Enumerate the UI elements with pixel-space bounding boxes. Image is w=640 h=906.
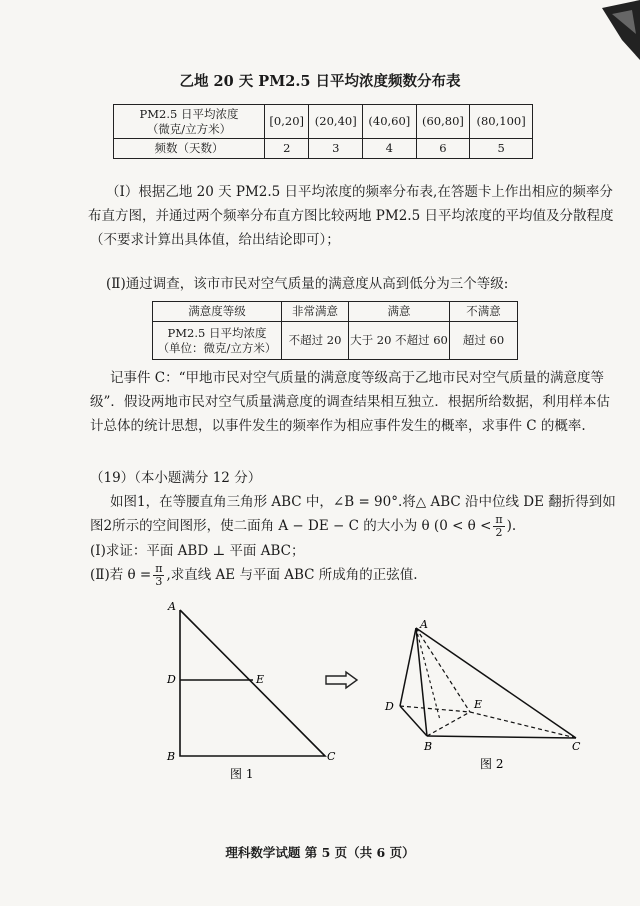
interval-cell: (40,60]: [363, 105, 417, 139]
edge-ab: [416, 628, 427, 736]
table2-row-header: PM2.5 日平均浓度 （单位：微克/立方米）: [153, 322, 282, 360]
table1-row1-header: PM2.5 日平均浓度 （微克/立方米）: [114, 105, 265, 139]
edge-bc: [427, 736, 576, 738]
edge-ec: [470, 712, 576, 738]
table2-header: 满意: [349, 302, 450, 322]
label-d: D: [167, 673, 176, 686]
count-cell: 2: [265, 139, 309, 159]
label-e: E: [474, 698, 483, 711]
figure2-caption: 图 2: [480, 757, 504, 771]
label-b: B: [167, 750, 176, 763]
label-c: C: [327, 750, 336, 763]
count-cell: 4: [363, 139, 417, 159]
interval-cell: (20,40]: [309, 105, 363, 139]
label-a: A: [168, 600, 176, 613]
q19-heading: （19）（本小题满分 12 分）: [90, 470, 262, 486]
event-text: 记事件 C：“甲地市民对空气质量的满意度等级高于乙地市民对空气质量的满意度等 级”．假设两地市民对空气质量满意度的调查结果相互独立．根据所给数据，利用样本估 计总体的统计思想，以事件发生的频率作为相应事件发生的概率，求事件 C 的概率.: [90, 370, 610, 434]
interval-cell: (80,100]: [470, 105, 533, 139]
count-cell: 3: [309, 139, 363, 159]
table2-cell: 不超过 20: [282, 322, 349, 360]
label-e: E: [256, 673, 265, 686]
table2-cell: 大于 20 不超过 60: [349, 322, 450, 360]
triangle-abc: [180, 610, 325, 756]
edge-ac: [416, 628, 576, 738]
interval-cell: [0,20]: [265, 105, 309, 139]
arrow-icon: [324, 670, 360, 690]
table2-header: 非常满意: [282, 302, 349, 322]
table2-header: 不满意: [450, 302, 518, 322]
fraction-pi-over-2: $\frac{\pi}{2}$: [495, 513, 503, 539]
frequency-table: [113, 104, 533, 159]
edge-be: [427, 712, 470, 736]
edge-ad: [400, 628, 416, 706]
label-a: A: [420, 618, 428, 631]
interval-cell: (60,80]: [416, 105, 470, 139]
edge-ae: [416, 628, 470, 712]
label-c: C: [572, 740, 581, 753]
figure-1: [150, 598, 350, 788]
page-footer: 理科数学试题 第 5 页（共 6 页）: [225, 845, 415, 860]
count-cell: 6: [416, 139, 470, 159]
satisfaction-table: [152, 301, 518, 360]
table1-title: 乙地 20 天 PM2.5 日平均浓度频数分布表: [179, 73, 461, 90]
edge-db: [400, 706, 427, 736]
figure1-caption: 图 1: [230, 767, 254, 781]
fraction-pi-over-3: $\frac{\pi}{3}$: [155, 562, 163, 588]
label-d: D: [385, 700, 394, 713]
table2-cell: 超过 60: [450, 322, 518, 360]
part1-text: （Ⅰ）根据乙地 20 天 PM2.5 日平均浓度的频率分布表,在答题卡上作出相应的频率分 布直方图，并通过两个频率分布直方图比较两地 PM2.5 日平均浓度的平均值及分散程度 （不要求计算出具体值，给出结论即可）；: [88, 184, 614, 248]
q19-body: 如图1，在等腰直角三角形 ABC 中，∠B = 90°.将△ ABC 沿中位线 DE 翻折得到如 图2所示的空间图形，使二面角 A − DE − C 的大小为 θ (0 < θ < $\frac{\pi}{2}$ ). (Ⅰ)求证：平面 ABD ⊥ 平面 ABC； (Ⅱ)若 θ = $\frac{\pi}{3}$ ,求直线 AE 与平面 ABC 所成角的正弦值.: [90, 494, 616, 588]
count-cell: 5: [470, 139, 533, 159]
table2-header: 满意度等级: [153, 302, 282, 322]
figure-2: [380, 610, 600, 780]
part2-intro: (Ⅱ)通过调查，该市市民对空气质量的满意度从高到低分为三个等级:: [106, 276, 509, 292]
label-b: B: [424, 740, 433, 753]
edge-de: [400, 706, 470, 712]
table1-row2-header: 频数（天数）: [114, 139, 265, 159]
corner-mark: [596, 0, 640, 60]
